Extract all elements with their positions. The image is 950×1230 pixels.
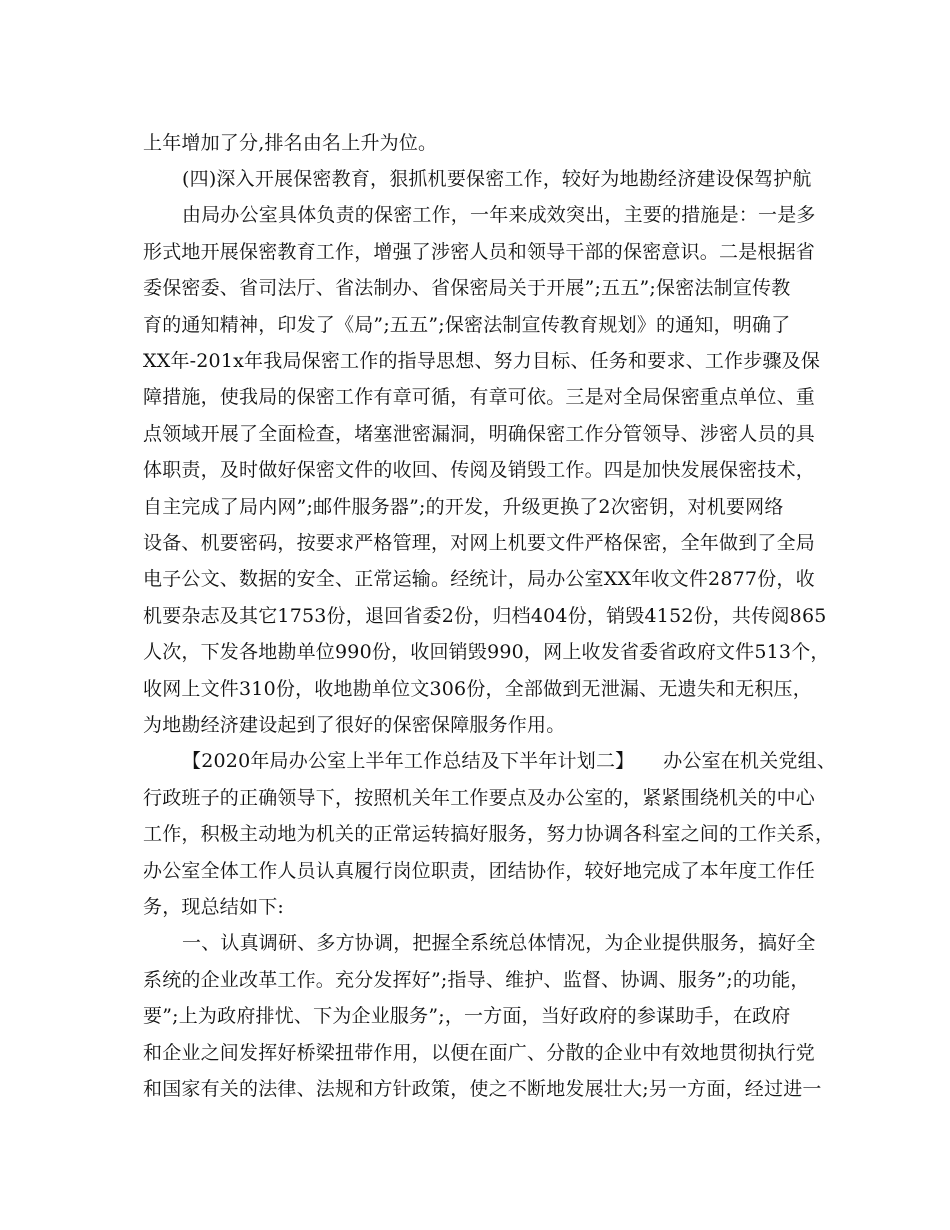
- text-line-16: 收网上文件310份，收地勘单位文306份，全部做到无泄漏、无遗失和无积压，: [143, 678, 812, 700]
- text-line-19: 行政班子的正确领导下，按照机关年工作要点及办公室的，紧紧围绕机关的中心: [143, 787, 816, 809]
- text-line-15: 人次，下发各地勘单位990份，收回销毁990，网上收发省委省政府文件513个，: [143, 641, 830, 663]
- text-line-3: 由局办公室具体负责的保密工作，一年来成效突出，主要的措施是：一是多: [182, 204, 816, 226]
- section-heading-4: (四)深入开展保密教育，狠抓机要保密工作，较好为地勘经济建设保驾护航: [182, 168, 812, 190]
- text-line-12: 设备、机要密码，按要求严格管理，对网上机要文件严格保密，全年做到了全局: [143, 532, 816, 554]
- text-line-20: 工作，积极主动地为机关的正常运转搞好服务，努力协调各科室之间的工作关系，: [143, 823, 835, 845]
- text-line-11: 自主完成了局内网”;邮件服务器”;的开发，升级更换了2次密钥，对机要网络: [143, 496, 784, 518]
- section-title-plan-two: 【2020年局办公室上半年工作总结及下半年计划二】 办公室在机关党组、: [182, 750, 837, 772]
- text-line-25: 要”;上为政府排忧、下为企业服务”;，一方面，当好政府的参谋助手，在政府: [143, 1005, 791, 1027]
- text-line-13: 电子公文、数据的安全、正常运输。经统计，局办公室XX年收文件2877份，收: [143, 568, 815, 590]
- text-line-9: 点领域开展了全面检查，堵塞泄密漏洞，明确保密工作分管领导、涉密人员的具: [143, 423, 816, 445]
- text-line-27: 和国家有关的法律、法规和方针政策，使之不断地发展壮大;另一方面，经过进一: [143, 1078, 822, 1100]
- text-line-21: 办公室全体工作人员认真履行岗位职责，团结协作，较好地完成了本年度工作任: [143, 860, 816, 882]
- text-line-10: 体职责，及时做好保密文件的收回、传阅及销毁工作。四是加快发展保密技术，: [143, 459, 816, 481]
- text-line-14: 机要杂志及其它1753份，退回省委2份，归档404份，销毁4152份，共传阅865: [143, 605, 827, 627]
- text-line-22: 务，现总结如下:: [143, 896, 285, 918]
- text-line-17: 为地勘经济建设起到了很好的保密保障服务作用。: [143, 714, 566, 736]
- text-line-1: 上年增加了分,排名由名上升为位。: [143, 132, 438, 154]
- text-line-5: 委保密委、省司法厅、省法制办、省保密局关于开展”;五五”;保密法制宣传教: [143, 277, 791, 299]
- text-line-7: XX年-201x年我局保密工作的指导思想、努力目标、任务和要求、工作步骤及保: [143, 350, 821, 372]
- text-line-4: 形式地开展保密教育工作，增强了涉密人员和领导干部的保密意识。二是根据省: [143, 241, 816, 263]
- text-line-23: 一、认真调研、多方协调，把握全系统总体情况，为企业提供服务，搞好全: [182, 932, 816, 954]
- text-line-6: 育的通知精神，印发了《局”;五五”;保密法制宣传教育规划》的通知，明确了: [143, 314, 791, 336]
- text-line-24: 系统的企业改革工作。充分发挥好”;指导、维护、监督、协调、服务”;的功能，: [143, 969, 810, 991]
- text-line-8: 障措施，使我局的保密工作有章可循，有章可依。三是对全局保密重点单位、重: [143, 386, 816, 408]
- text-line-26: 和企业之间发挥好桥梁扭带作用，以便在面广、分散的企业中有效地贯彻执行党: [143, 1042, 816, 1064]
